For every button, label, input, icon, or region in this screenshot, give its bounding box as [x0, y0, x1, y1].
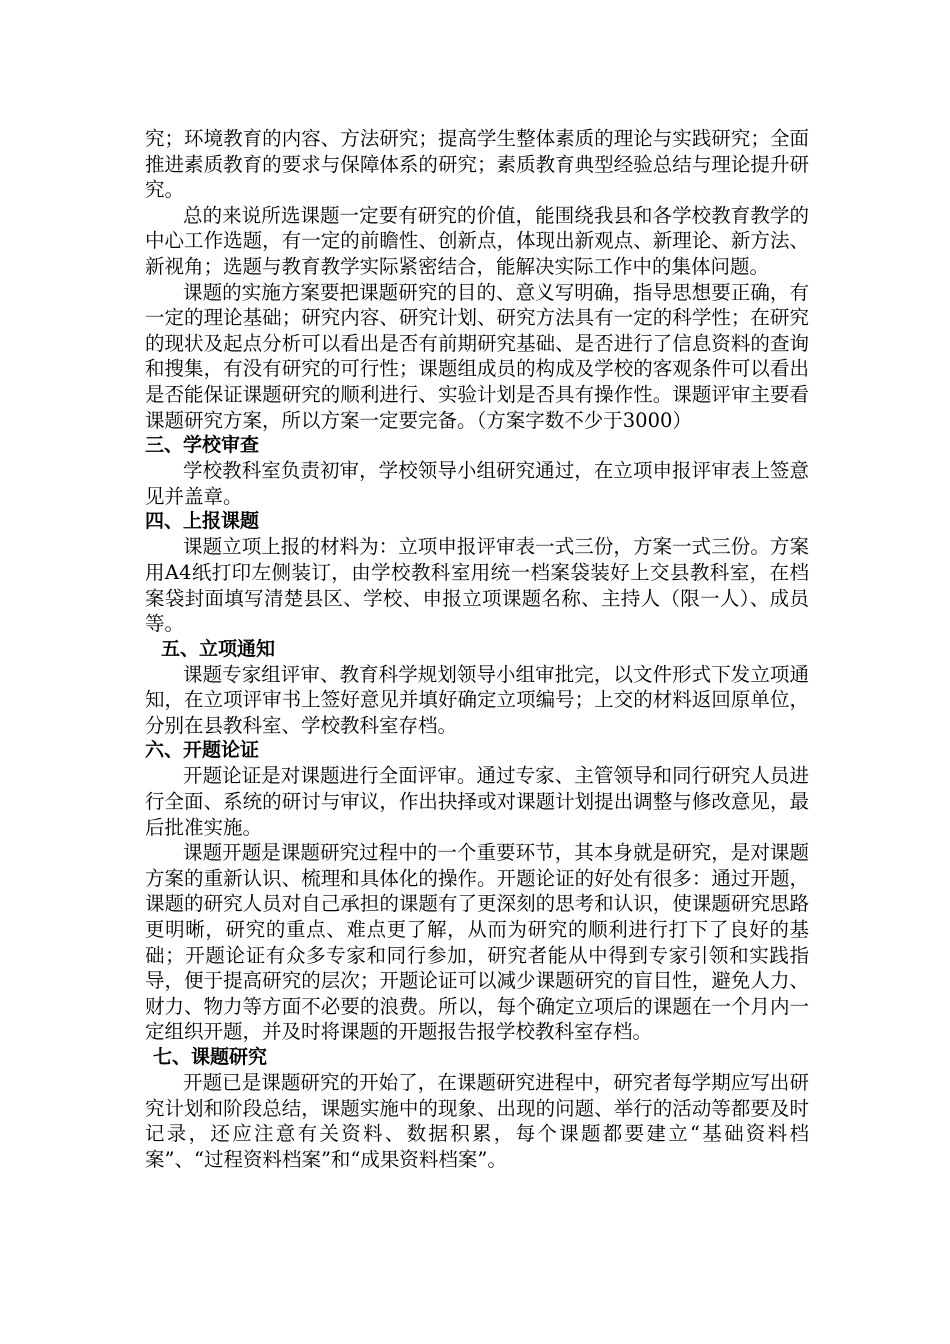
section-heading-approval-notice: 五、立项通知 — [161, 637, 276, 660]
paragraph-topic-selection: 总的来说所选课题一定要有研究的价值，能围绕我县和各学校教育教学的中心工作选题，有一定的前瞻性、创新点，体现出新观点、新理论、新方法、新视角；选题与教育教学实际紧密结合，能解决实际工作中的集体问题。 — [145, 203, 809, 278]
paragraph-continued: 究；环境教育的内容、方法研究；提高学生整体素质的理论与实践研究；全面推进素质教育的要求与保障体系的研究；素质教育典型经验总结与理论提升研究。 — [145, 127, 809, 202]
paragraph-school-review: 学校教科室负责初审，学校领导小组研究通过，在立项申报评审表上签意见并盖章。 — [145, 459, 809, 508]
section-heading-school-review: 三、学校审查 — [145, 434, 260, 457]
paragraph-opening-review-1: 开题论证是对课题进行全面评审。通过专家、主管领导和同行研究人员进行全面、系统的研讨与审议，作出抉择或对课题计划提出调整与修改意见，最后批准实施。 — [145, 764, 809, 839]
paragraph-submit-topic: 课题立项上报的材料为：立项申报评审表一式三份，方案一式三份。方案用A4纸打印左侧装订，由学校教科室用统一档案袋装好上交县教科室，在档案袋封面填写清楚县区、学校、申报立项课题名称、主持人（限一人）、成员等。 — [145, 535, 809, 636]
paragraph-implementation-plan: 课题的实施方案要把课题研究的目的、意义写明确，指导思想要正确，有一定的理论基础；研究内容、研究计划、研究方法具有一定的科学性；在研究的现状及起点分析可以看出是否有前期研究基础、是否进行了信息资料的查询和搜集，有没有研究的可行性；课题组成员的构成及学校的客观条件可以看出是否能保证课题研究的顺利进行、实验计划是否具有操作性。课题评审主要看课题研究方案，所以方案一定要完备。（方案字数不少于3000） — [145, 280, 809, 432]
section-heading-opening-review: 六、开题论证 — [145, 739, 260, 762]
paragraph-opening-review-2: 课题开题是课题研究过程中的一个重要环节，其本身就是研究，是对课题方案的重新认识、梳理和具体化的操作。开题论证的好处有很多：通过开题，课题的研究人员对自己承担的课题有了更深刻的思考和认识，使课题研究思路更明晰，研究的重点、难点更了解，从而为研究的顺利进行打下了良好的基础；开题论证有众多专家和同行参加，研究者能从中得到专家引领和实践指导，便于提高研究的层次；开题论证可以减少课题研究的盲目性，避免人力、财力、物力等方面不必要的浪费。所以，每个确定立项后的课题在一个月内一定组织开题，并及时将课题的开题报告报学校教科室存档。 — [145, 841, 809, 1044]
section-heading-topic-research: 七、课题研究 — [153, 1046, 268, 1068]
paragraph-topic-research: 开题已是课题研究的开始了，在课题研究进程中，研究者每学期应写出研究计划和阶段总结，课题实施中的现象、出现的问题、举行的活动等都要及时记录，还应注意有关资料、数据积累，每个课题都要建立“基础资料档案”、“过程资料档案”和“成果资料档案”。 — [145, 1071, 809, 1171]
document-page — [145, 126, 809, 1172]
section-heading-submit-topic: 四、上报课题 — [145, 510, 260, 533]
paragraph-approval-notice: 课题专家组评审、教育科学规划领导小组审批完，以文件形式下发立项通知，在立项评审书上签好意见并填好确定立项编号；上交的材料返回原单位，分别在县教科室、学校教科室存档。 — [145, 662, 809, 737]
